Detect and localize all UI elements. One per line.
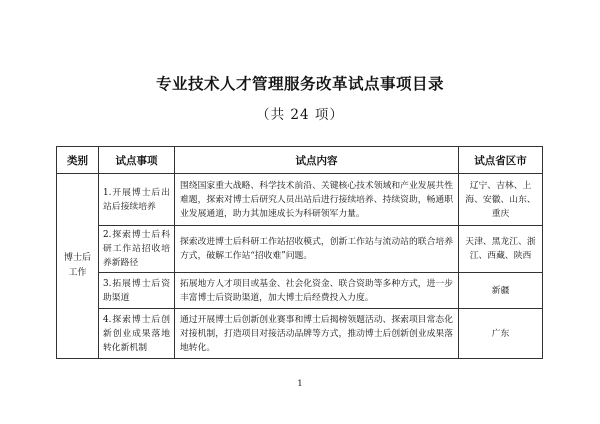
- header-region: 试点省区市: [459, 147, 543, 174]
- header-item: 试点事项: [99, 147, 175, 174]
- item-cell: 3.拓展博士后资助渠道: [99, 273, 175, 309]
- header-category: 类别: [57, 147, 99, 174]
- header-content: 试点内容: [175, 147, 459, 174]
- item-cell: 2.探索博士后科研工作站招收培养新路径: [99, 226, 175, 273]
- content-cell: 拓展地方人才项目或基金、社会化资金、联合资助等多种方式，进一步丰富博士后资助渠道，加大博士后经费投入力度。: [175, 273, 459, 309]
- region-cell: 新疆: [459, 273, 543, 309]
- item-cell: 4.探索博士后创新创业成果落地转化新机制: [99, 309, 175, 359]
- table-row: [57, 226, 543, 273]
- content-cell: 围绕国家重大战略、科学技术前沿、关键核心技术领域和产业发展共性难题，探索对博士后研究人员出站后进行接续培养、持续资助，畅通职业发展通道，助力其加速成长为科研领军力量。: [175, 174, 459, 226]
- content-cell: 通过开展博士后创新创业赛事和博士后揭榜领题活动、探索项目常态化对接机制，打造项目对接活动品牌等方式，推动博士后创新创业成果落地转化。: [175, 309, 459, 359]
- document-subtitle: （共 24 项）: [256, 107, 344, 123]
- page-number: 1: [297, 379, 303, 389]
- item-cell: 1.开展博士后出站后接续培养: [99, 174, 175, 226]
- pilot-items-table: [56, 146, 543, 359]
- region-cell: 辽宁、吉林、上海、安徽、山东、重庆: [459, 174, 543, 226]
- category-cell: 博士后工作: [57, 174, 99, 359]
- content-cell: 探索改进博士后科研工作站招收模式，创新工作站与流动站的联合培养方式，破解工作站“招收难”问题。: [175, 226, 459, 273]
- table-row: [57, 309, 543, 359]
- table-row: [57, 174, 543, 226]
- table-header-row: [57, 147, 543, 174]
- region-cell: 天津、黑龙江、浙江、西藏、陕西: [459, 226, 543, 273]
- table-row: [57, 273, 543, 309]
- document-title: 专业技术人才管理服务改革试点事项目录: [155, 75, 444, 93]
- region-cell: 广东: [459, 309, 543, 359]
